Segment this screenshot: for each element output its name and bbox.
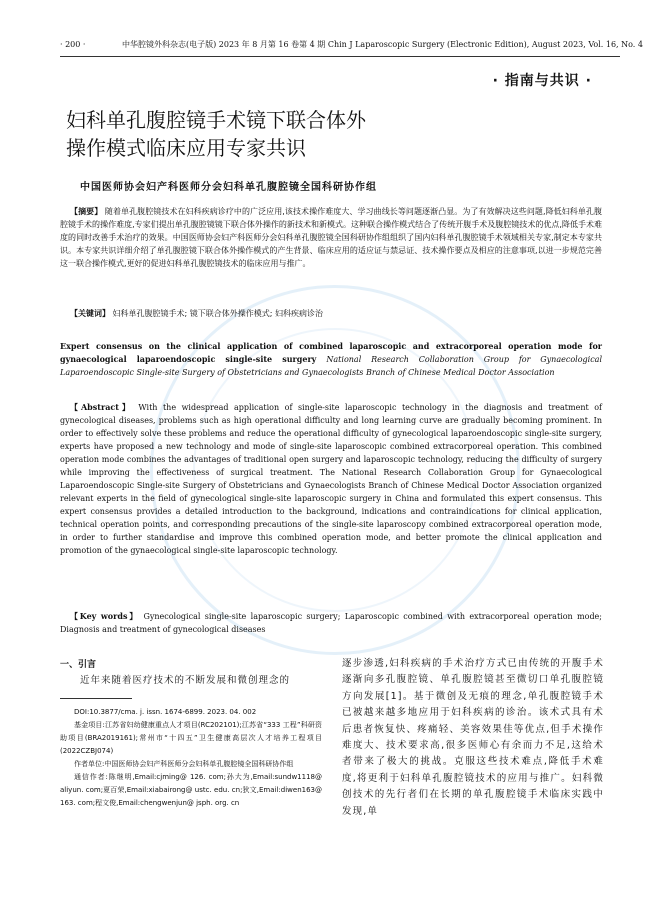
article-title — [66, 106, 366, 162]
abstract-cn — [60, 205, 602, 270]
footnote-corresponding: 通信作者:陈继明,Email:cjming@ 126. com;孙大为,Email:sundw1118@ aliyun. com;夏百荣,Email:xiabairong@ ustc. edu. cn;狄文,Email:diwen163@ 163. com;程文俊,Email:chengwenjun@ jsph. org. cn — [60, 773, 322, 807]
journal-line: 中华腔镜外科杂志(电子版) 2023 年 8 月第 16 卷第 4 期 Chin J Laparoscopic Surgery (Electronic Edition), August 2023, Vol. 16, No. 4 — [122, 40, 643, 49]
abstract-en — [60, 401, 602, 557]
keywords-en-text: Gynecological single-site laparoscopic surgery; Laparoscopic combined with extracorporeal operation mode; Diagnosis and treatment of gynecological diseases — [60, 612, 602, 634]
keywords-en-label: 【Key words】 — [70, 611, 140, 621]
keywords-cn — [60, 307, 602, 320]
section-heading-intro: 一、引言 — [60, 660, 97, 670]
english-group: National Research Collaboration Group for Gynaecological Laparoendoscopic Single-site Surgery of Obstetricians and Gynaecologists Branch of Chinese Medical Doctor Association — [60, 355, 602, 377]
footnote-unit: 作者单位:中国医师协会妇产科医师分会妇科单孔腹腔镜全国科研协作组 — [74, 760, 294, 768]
title-line-2: 操作模式临床应用专家共识 — [66, 136, 306, 160]
footnotes — [60, 706, 322, 810]
page-number: · 200 · — [60, 40, 86, 49]
footnote-fund: 基金项目:江苏省妇幼健康重点人才项目(RC202101);江苏省“333 工程”科研资助项目(BRA2019161);常州市“十四五”卫生健康高层次人才培养工程项目(2022CZBJ074) — [60, 721, 322, 755]
english-title: Expert consensus on the clinical application of combined laparoscopic and extracorporeal operation mode for gynaecological laparoendoscopic single-site surgery — [60, 341, 602, 364]
authors-cn: 中国医师协会妇产科医师分会妇科单孔腹腔镜全国科研协作组 — [80, 182, 377, 193]
footnote-rule — [60, 698, 132, 699]
abstract-en-label: 【Abstract】 — [70, 402, 133, 412]
keywords-cn-label: 【关键词】 — [70, 309, 110, 318]
title-line-1: 妇科单孔腹腔镜手术镜下联合体外 — [66, 108, 366, 132]
abstract-cn-text: 随着单孔腹腔镜技术在妇科疾病诊疗中的广泛应用,该技术操作难度大、学习曲线长等问题逐渐凸显。为了有效解决这些问题,降低妇科单孔腹腔镜手术的操作难度,专家们提出单孔腹腔镜镜下联合体外操作的新技术和新模式。这种联合操作模式结合了传统开腹手术及腹腔镜技术的优点,降低手术难度的同时改善手术治疗的效果。中国医师协会妇产科医师分会妇科单孔腹腔镜全国科研协作组组织了国内妇科单孔腹腔镜手术领域相关专家,制定本专家共识。本专家共识详细介绍了单孔腹腔镜下联合体外操作模式的产生背景、临床应用的适应证与禁忌证、技术操作要点及相应的注意事项,以进一步规范完善这一联合操作模式,更好的促进妇科单孔腹腔镜技术的临床应用与推广。 — [60, 207, 602, 268]
section-label: · 指南与共识 · — [492, 73, 592, 89]
footnote-doi: DOI:10.3877/cma. j. issn. 1674-6899. 2023. 04. 002 — [74, 708, 257, 716]
header-rule — [60, 56, 620, 57]
keywords-en — [60, 610, 602, 636]
keywords-cn-text: 妇科单孔腹腔镜手术; 镜下联合体外操作模式; 妇科疾病诊治 — [112, 309, 324, 318]
intro-left-text: 近年来随着医疗技术的不断发展和微创理念的 — [80, 675, 291, 686]
intro-right-text: 逐步渗透,妇科疾病的手术治疗方式已由传统的开腹手术逐渐向多孔腹腔镜、单孔腹腔镜甚至微切口单孔腹腔镜方向发展[1]。基于微创及无痕的理念,单孔腹腔镜手术已被越来越多地应用于妇科疾病的诊治。该术式具有术后患者恢复快、疼痛轻、美容效果佳等优点,但手术操作难度大、技术要求高,很多医师心有余而力不足,这给术者带来了极大的挑战。克服这些技术难点,降低手术难度,将更利于妇科单孔腹腔镜技术的应用与推广。妇科微创技术的先行者们在长期的单孔腹腔镜手术临床实践中发现,单 — [342, 658, 604, 817]
abstract-en-text: With the widespread application of single-site laparoscopic technology in the diagnosis and treatment of gynecological diseases, problems such as high operational difficulty and long learning curve are gradually becoming prominent. In order to effectively solve these problems and reduce the operational difficulty of gynecological laparoendoscopic single-site surgery, experts have proposed a new technology and mode of single-site laparoscopic combined extracorporeal operation. This combined operation mode combines the advantages of traditional open surgery and laparoscopic technology, reducing the difficulty of surgery while improving the effectiveness of surgical treatment. The National Research Collaboration Group for Gynaecological Laparoendoscopic Single-site Surgery of Obstetricians and Gynaecologists Branch of Chinese Medical Doctor Association organized relevant experts in the field of gynecological single-site laparoscopic surgery in China and formulated this expert consensus. This expert consensus provides a detailed introduction to the background, indications and contraindications for clinical application, technical operation points, and corresponding precautions of the single-site laparoscopy combined extracorporeal operation mode, in order to further standardise and improve this combined operation mode, and better promote the clinical application and promotion of the gynaecological single-site laparoscopic technology. — [60, 403, 603, 555]
english-title-block — [60, 340, 602, 379]
abstract-cn-label: 【摘要】 — [70, 207, 103, 216]
